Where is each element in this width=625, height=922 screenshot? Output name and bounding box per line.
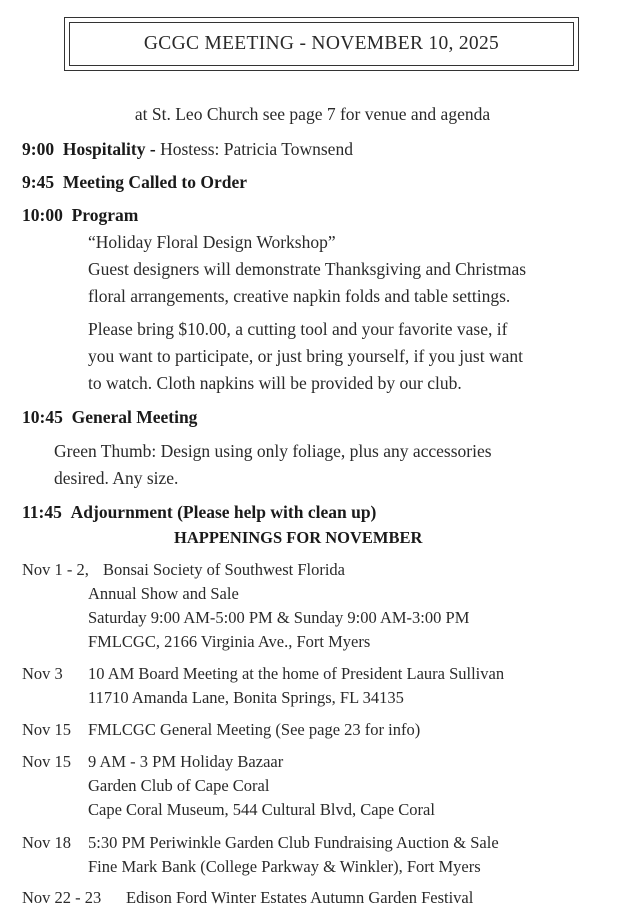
program-text: you want to participate, or just bring yourself, if you just want [88, 346, 523, 366]
event-text: FMLCGC General Meeting (See page 23 for info) [88, 720, 421, 739]
program-text: Please bring $10.00, a cutting tool and your favorite vase, if [88, 319, 508, 339]
event-text: Garden Club of Cape Coral [88, 776, 270, 795]
agenda-called-to-order [22, 171, 247, 193]
general-meeting-text: Green Thumb: Design using only foliage, plus any accessories [54, 441, 492, 461]
agenda-adjournment [22, 501, 376, 523]
event-text: Fine Mark Bank (College Parkway & Winkler), Fort Myers [88, 857, 481, 876]
event-text: 9 AM - 3 PM Holiday Bazaar [88, 752, 284, 771]
event-date: Nov 1 - 2, [22, 560, 89, 579]
agenda-time: 10:00 [22, 205, 63, 225]
title-box [64, 17, 579, 71]
event-text: 10 AM Board Meeting at the home of President Laura Sullivan [88, 664, 505, 683]
agenda-time: 9:00 [22, 139, 55, 159]
event-date: Nov 3 [22, 664, 63, 683]
general-meeting-text: desired. Any size. [54, 468, 179, 488]
happenings-heading: HAPPENINGS FOR NOVEMBER [174, 528, 423, 547]
page-title: GCGC MEETING - NOVEMBER 10, 2025 [69, 22, 574, 66]
agenda-label: General Meeting [71, 407, 198, 427]
agenda-program [22, 204, 138, 226]
agenda-time: 11:45 [22, 502, 62, 522]
agenda-time: 9:45 [22, 172, 55, 192]
event-text: Cape Coral Museum, 544 Cultural Blvd, Cape Coral [88, 800, 435, 819]
event-text: Saturday 9:00 AM-5:00 PM & Sunday 9:00 AM-3:00 PM [88, 608, 470, 627]
agenda-label: Hospitality - [62, 139, 156, 159]
agenda-label: Meeting Called to Order [62, 172, 248, 192]
agenda-hospitality [22, 138, 353, 160]
program-text: Guest designers will demonstrate Thanksgiving and Christmas [88, 259, 527, 279]
agenda-general-meeting [22, 406, 197, 428]
program-text: floral arrangements, creative napkin folds and table settings. [88, 286, 511, 306]
event-text: FMLCGC, 2166 Virginia Ave., Fort Myers [88, 632, 371, 651]
agenda-label: Program [71, 205, 139, 225]
event-text: Bonsai Society of Southwest Florida [103, 560, 345, 579]
event-date: Nov 22 - 23 [22, 888, 102, 907]
agenda-detail: Hostess: Patricia Townsend [160, 139, 353, 159]
event-date: Nov 18 [22, 833, 72, 852]
program-text: to watch. Cloth napkins will be provided by our club. [88, 373, 462, 393]
event-text: 5:30 PM Periwinkle Garden Club Fundraising Auction & Sale [88, 833, 499, 852]
program-title: “Holiday Floral Design Workshop” [88, 232, 336, 252]
event-date: Nov 15 [22, 752, 72, 771]
event-text: 11710 Amanda Lane, Bonita Springs, FL 34135 [88, 688, 404, 707]
event-text: Annual Show and Sale [88, 584, 239, 603]
event-date: Nov 15 [22, 720, 72, 739]
venue-subtitle: at St. Leo Church see page 7 for venue and agenda [134, 104, 491, 124]
agenda-time: 10:45 [22, 407, 63, 427]
event-text: Edison Ford Winter Estates Autumn Garden Festival [126, 888, 474, 907]
agenda-label: Adjournment (Please help with clean up) [70, 502, 377, 522]
